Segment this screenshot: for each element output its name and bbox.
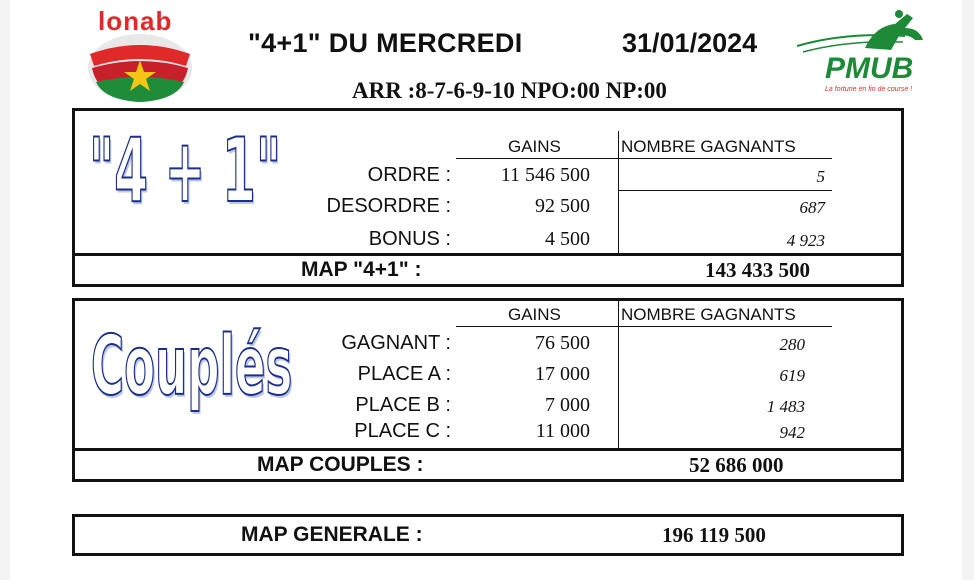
row-gain: 4 500	[545, 228, 590, 250]
map-couples-value: 52 686 000	[689, 453, 784, 477]
row-label: PLACE B :	[355, 394, 451, 416]
row-divider	[618, 190, 832, 191]
column-divider	[618, 131, 619, 253]
row-label: ORDRE :	[367, 164, 451, 186]
row-label: BONUS :	[368, 228, 451, 250]
lonab-wordmark: lonab	[98, 6, 173, 36]
map-4plus1-row	[72, 253, 904, 287]
map-couples-row	[72, 448, 904, 482]
page-title: "4+1" DU MERCREDI	[248, 28, 523, 58]
section-couples-title: Couplés	[91, 319, 293, 414]
col-gagnants-header: NOMBRE GAGNANTS	[621, 305, 796, 324]
header-divider	[456, 326, 832, 327]
row-gain: 7 000	[545, 394, 590, 416]
map-generale-value: 196 119 500	[662, 523, 766, 547]
col-gagnants-header: NOMBRE GAGNANTS	[621, 137, 796, 156]
row-gagnants: 5	[816, 167, 825, 186]
row-label: PLACE A :	[357, 363, 451, 385]
row-gagnants: 942	[779, 423, 805, 442]
map-couples-label: MAP COUPLES :	[257, 453, 424, 476]
row-gain: 76 500	[535, 332, 590, 354]
row-gain: 11 000	[535, 420, 590, 442]
row-gagnants: 619	[779, 366, 805, 385]
row-label: GAGNANT :	[341, 332, 451, 354]
row-label: DESORDRE :	[326, 195, 451, 217]
row-gagnants: 280	[779, 335, 805, 354]
row-gagnants: 687	[799, 198, 825, 217]
map-4plus1-label: MAP "4+1" :	[301, 258, 422, 281]
pmub-tagline: La fortune en fin de course !	[825, 86, 913, 93]
arrival-info: ARR :8-7-6-9-10 NPO:00 NP:00	[352, 78, 667, 103]
row-gain: 11 546 500	[500, 164, 590, 186]
pmub-wordmark: PMUB	[825, 52, 914, 85]
row-gain: 17 000	[535, 363, 590, 385]
lonab-logo	[82, 6, 202, 106]
map-4plus1-value: 143 433 500	[705, 258, 810, 282]
row-gagnants: 1 483	[766, 397, 805, 416]
col-gains-header: GAINS	[508, 137, 561, 156]
row-gagnants: 4 923	[786, 231, 825, 250]
header-divider	[456, 158, 832, 159]
col-gains-header: GAINS	[508, 305, 561, 324]
column-divider	[618, 301, 619, 449]
section-couples	[72, 298, 904, 452]
map-generale-label: MAP GENERALE :	[241, 523, 423, 546]
race-date: 31/01/2024	[622, 28, 758, 58]
results-sheet	[10, 0, 962, 580]
section-4plus1-title: "4 + 1"	[89, 119, 282, 222]
map-generale-row	[72, 514, 904, 556]
pmub-logo	[795, 6, 935, 98]
section-4plus1	[72, 108, 904, 262]
row-gain: 92 500	[535, 195, 590, 217]
row-label: PLACE C :	[354, 420, 451, 442]
